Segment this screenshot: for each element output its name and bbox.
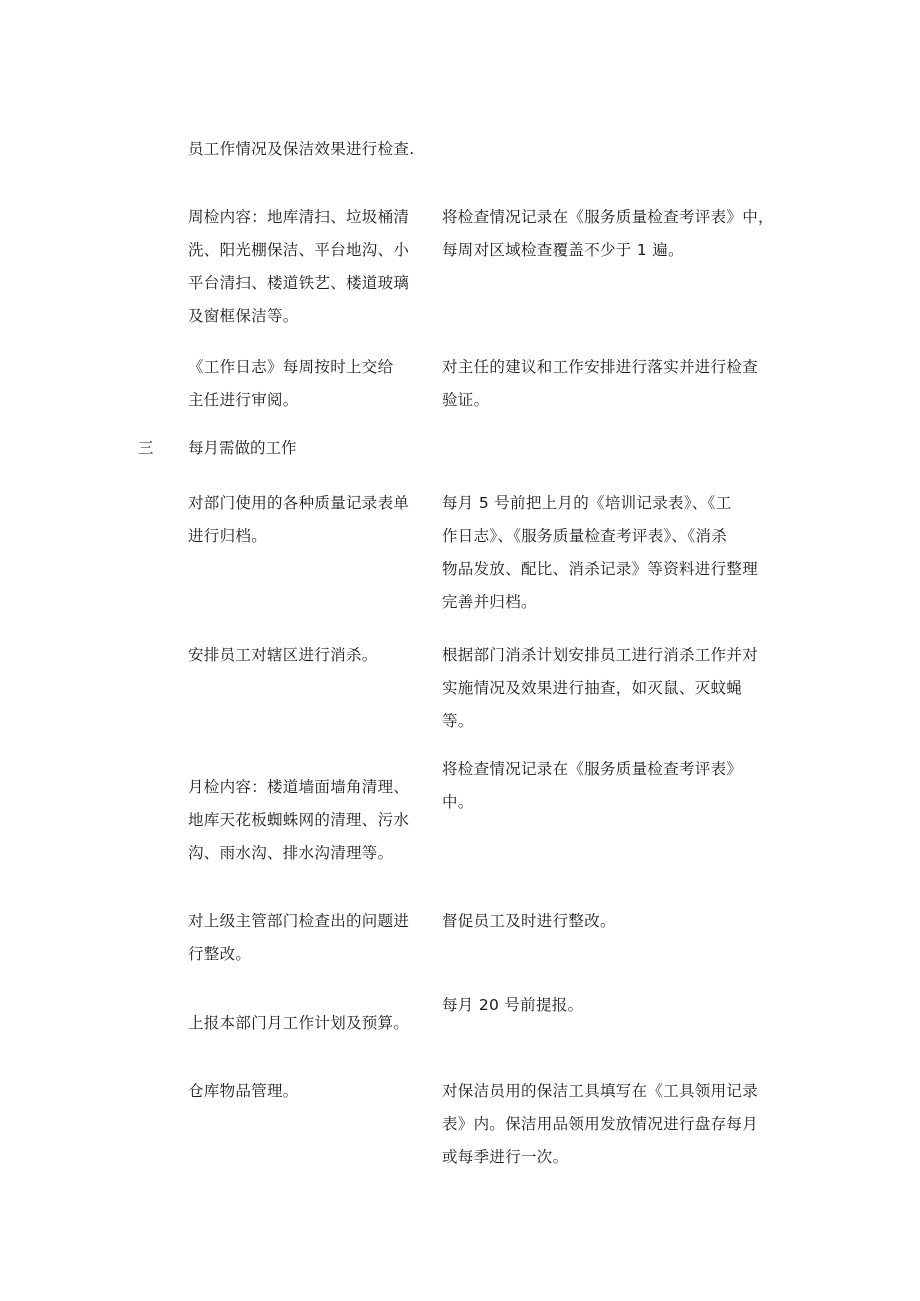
text-line: 洗、阳光棚保洁、平台地沟、小 xyxy=(188,241,410,259)
text-line: 每月 20 号前提报。 xyxy=(442,996,584,1014)
text-line: 对部门使用的各种质量记录表单 xyxy=(188,494,410,512)
text-line: 每周对区域检查覆盖不少于 1 遍。 xyxy=(442,241,684,259)
text-line: 上报本部门月工作计划及预算。 xyxy=(188,1014,410,1032)
month-row-5-task xyxy=(188,1007,438,1040)
text-line: 中。 xyxy=(442,793,474,811)
month-row-6-standard xyxy=(442,1075,787,1174)
text-line: 对主任的建议和工作安排进行落实并进行检查 xyxy=(442,358,759,376)
text-line: 完善并归档。 xyxy=(442,593,537,611)
text-line: 等。 xyxy=(442,712,474,730)
month-row-3-standard xyxy=(442,753,787,819)
week-row-1-standard xyxy=(442,201,787,267)
section-title: 每月需做的工作 xyxy=(188,439,297,457)
week-row-2-standard xyxy=(442,351,787,417)
text-line: 物品发放、配比、消杀记录》等资料进行整理 xyxy=(442,560,759,578)
text-line: 周检内容：地库清扫、垃圾桶清 xyxy=(188,208,410,226)
text-line: 月检内容：楼道墙面墙角清理、 xyxy=(188,778,410,796)
month-row-3-task xyxy=(188,771,438,870)
text-line: 实施情况及效果进行抽查，如灭鼠、灭蚊蝇 xyxy=(442,679,743,697)
intro-line xyxy=(188,133,448,166)
text-line: 表》内。保洁用品领用发放情况进行盘存每月 xyxy=(442,1115,759,1133)
text-line: 验证。 xyxy=(442,391,490,409)
text-line: 《工作日志》每周按时上交给 xyxy=(188,358,394,376)
week-row-1-task xyxy=(188,201,438,333)
month-row-2-task xyxy=(188,639,438,672)
intro-text: 员工作情况及保洁效果进行检查. xyxy=(188,140,415,158)
text-line: 主任进行审阅。 xyxy=(188,391,299,409)
month-row-5-standard xyxy=(442,989,787,1022)
text-line: 沟、雨水沟、排水沟清理等。 xyxy=(188,844,394,862)
text-line: 仓库物品管理。 xyxy=(188,1082,299,1100)
section-number: 三 xyxy=(138,439,154,457)
month-row-4-task xyxy=(188,905,438,971)
text-line: 及窗框保洁等。 xyxy=(188,307,299,325)
text-line: 将检查情况记录在《服务质量检查考评表》 xyxy=(442,760,743,778)
text-line: 行整改。 xyxy=(188,945,252,963)
text-line: 平台清扫、楼道铁艺、楼道玻璃 xyxy=(188,274,410,292)
text-line: 或每季进行一次。 xyxy=(442,1148,569,1166)
text-line: 作日志》、《服务质量检查考评表》、《消杀 xyxy=(442,527,728,545)
text-line: 进行归档。 xyxy=(188,527,268,545)
text-line: 根据部门消杀计划安排员工进行消杀工作并对 xyxy=(442,646,759,664)
text-line: 将检查情况记录在《服务质量检查考评表》中， xyxy=(442,208,774,226)
month-row-4-standard xyxy=(442,905,787,938)
week-row-2-task xyxy=(188,351,438,417)
text-line: 每月 5 号前把上月的《培训记录表》、《工 xyxy=(442,494,732,512)
month-row-1-task xyxy=(188,487,438,553)
text-line: 对上级主管部门检查出的问题进 xyxy=(188,912,410,930)
month-row-1-standard xyxy=(442,487,787,619)
text-line: 对保洁员用的保洁工具填写在《工具领用记录 xyxy=(442,1082,759,1100)
month-row-2-standard xyxy=(442,639,787,738)
month-row-6-task xyxy=(188,1075,438,1108)
text-line: 安排员工对辖区进行消杀。 xyxy=(188,646,378,664)
text-line: 地库天花板蜘蛛网的清理、污水 xyxy=(188,811,410,829)
text-line: 督促员工及时进行整改。 xyxy=(442,912,616,930)
